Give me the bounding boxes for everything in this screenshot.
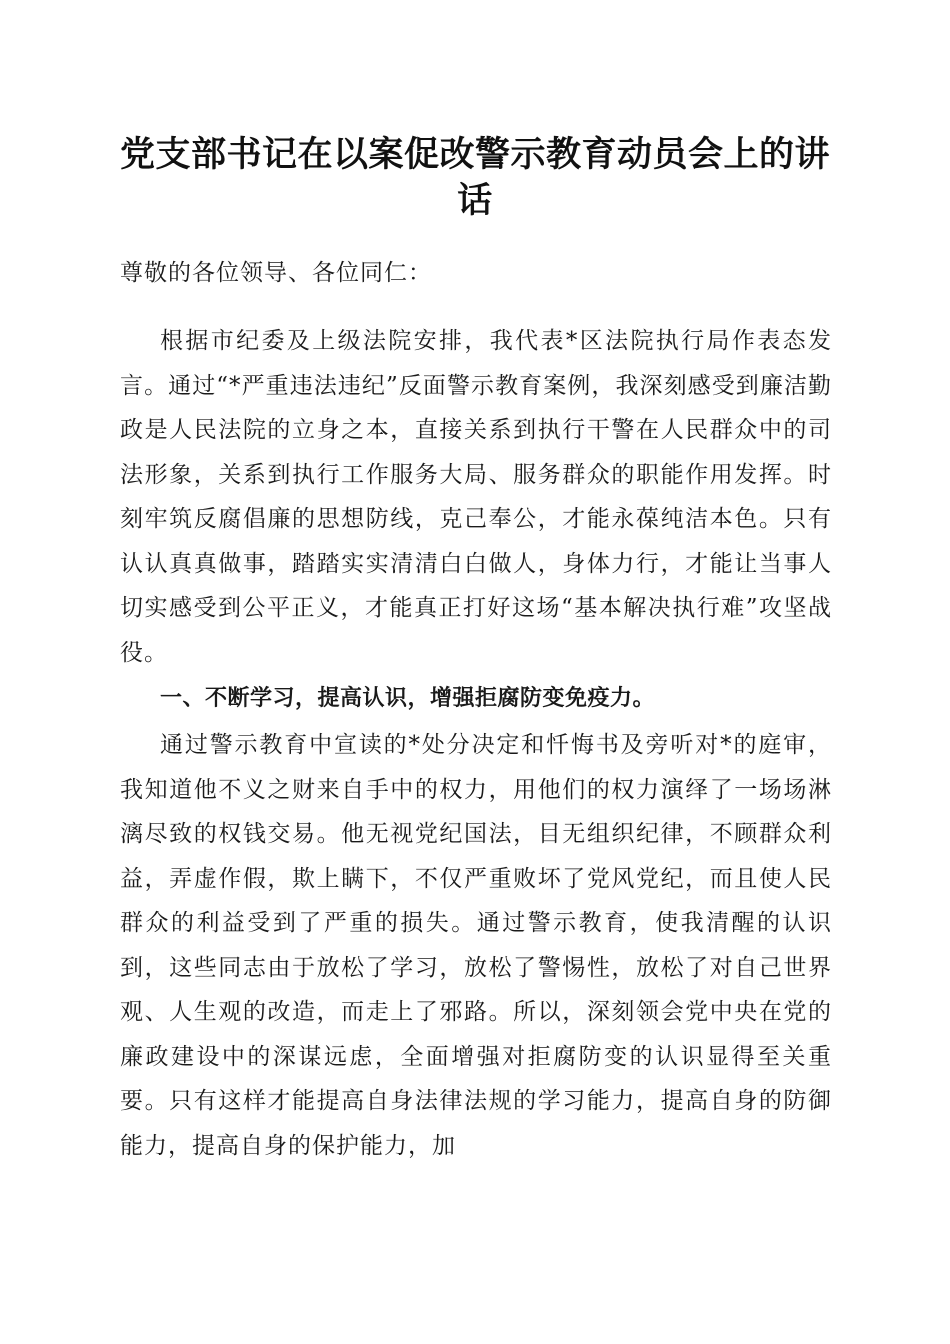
document-title: 党支部书记在以案促改警示教育动员会上的讲话	[119, 134, 830, 221]
paragraph-section-one: 通过警示教育中宣读的*处分决定和忏悔书及旁听对*的庭审，我知道他不义之财来自手中的权力，用他们的权力演绎了一场场淋漓尽致的权钱交易。他无视党纪国法，目无组织纪律，不顾群众利益，弄虚作假，欺上瞒下，不仅严重败坏了党风党纪，而且使人民群众的利益受到了严重的损失。通过警示教育，使我清醒的认识到，这些同志由于放松了学习，放松了警惕性，放松了对自己世界观、人生观的改造，而走上了邪路。所以，深刻领会党中央在党的廉政建设中的深谋远虑，全面增强对拒腐防变的认识显得至关重要。只有这样才能提高自身法律法规的学习能力，提高自身的防御能力，提高自身的保护能力，加	[120, 732, 832, 1159]
section-heading: 一、不断学习，提高认识，增强拒腐防变免疫力。	[160, 686, 656, 711]
salutation: 尊敬的各位领导、各位同仁：	[120, 260, 432, 286]
paragraph-intro: 根据市纪委及上级法院安排，我代表*区法院执行局作表态发言。通过“*严重违法违纪”反面警示教育案例，我深刻感受到廉洁勤政是人民法院的立身之本，直接关系到执行干警在人民群众中的司法形象，关系到执行工作服务大局、服务群众的职能作用发挥。时刻牢筑反腐倡廉的思想防线，克己奉公，才能永葆纯洁本色。只有认认真真做事，踏踏实实清清白白做人，身体力行，才能让当事人切实感受到公平正义，才能真正打好这场“基本解决执行难”攻坚战役。	[120, 328, 832, 666]
